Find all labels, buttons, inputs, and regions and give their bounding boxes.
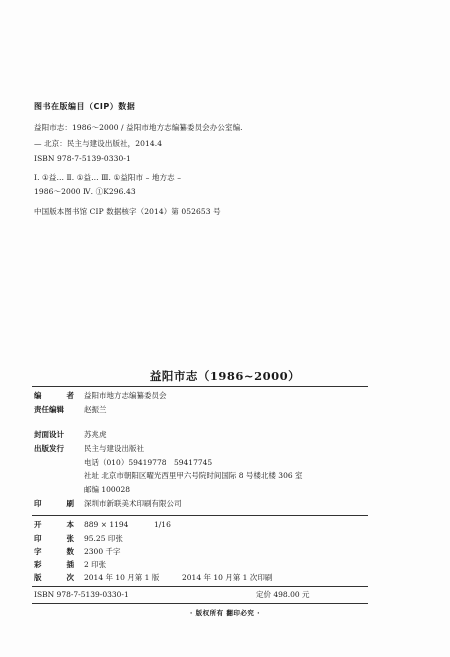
plates-value: 2 印张 bbox=[84, 560, 107, 569]
chief-editor-value: 赵振兰 bbox=[84, 405, 107, 414]
cip-line-isbn: ISBN 978-7-5139-0330-1 bbox=[34, 154, 131, 163]
cip-line-classification: Ⅰ. ①益… Ⅱ. ①益… Ⅲ. ①益阳市 – 地方志 – bbox=[34, 173, 182, 182]
chief-editor-label: 责任编辑 bbox=[34, 405, 64, 414]
editor-value: 益阳市地方志编纂委员会 bbox=[84, 391, 167, 400]
phone-value: 电话（010）59419778 59417745 bbox=[84, 458, 213, 467]
plates-label: 彩 插 bbox=[34, 560, 74, 569]
printer-label: 印 刷 bbox=[34, 499, 74, 508]
cip-line-1: 益阳市志：1986～2000 / 益阳市地方志编纂委员会办公室编. bbox=[34, 123, 243, 132]
copyright-notice: · 版权所有 翻印必究 · bbox=[189, 609, 261, 617]
format-value: 889 × 1194 bbox=[84, 520, 129, 529]
cip-library-note: 中国版本图书馆 CIP 数据核字（2014）第 052653 号 bbox=[34, 207, 221, 216]
edition-label: 版 次 bbox=[34, 573, 74, 582]
printing-value: 2014 年 10 月第 1 次印刷 bbox=[182, 573, 273, 582]
cip-heading: 图书在版编目（CIP）数据 bbox=[34, 102, 136, 111]
book-title: 益阳市志（1986~2000） bbox=[149, 369, 301, 383]
format-label: 开 本 bbox=[34, 520, 74, 529]
bottom-rule bbox=[32, 603, 368, 604]
editor-label: 编 者 bbox=[34, 391, 74, 400]
words-label: 字 数 bbox=[34, 547, 74, 556]
isbn-value: ISBN 978-7-5139-0330-1 bbox=[34, 590, 129, 599]
address-value: 社址 北京市朝阳区曜光西里甲六号院时间国际 8 号楼北楼 306 室 bbox=[84, 471, 303, 480]
words-value: 2300 千字 bbox=[84, 547, 121, 556]
sheets-label: 印 张 bbox=[34, 534, 74, 543]
format-extra: 1/16 bbox=[154, 520, 171, 529]
top-rule bbox=[32, 386, 368, 387]
cip-line-2: — 北京：民主与建设出版社，2014.4 bbox=[34, 139, 163, 148]
publisher-label: 出版发行 bbox=[34, 444, 64, 453]
postcode-value: 邮编 100028 bbox=[84, 485, 131, 494]
edition-value: 2014 年 10 月第 1 版 bbox=[84, 573, 160, 582]
printer-value: 深圳市新联美术印刷有限公司 bbox=[84, 499, 182, 508]
lower-rule bbox=[32, 586, 368, 587]
sheets-value: 95.25 印张 bbox=[84, 534, 123, 543]
publisher-value: 民主与建设出版社 bbox=[84, 444, 144, 453]
middle-rule bbox=[32, 515, 368, 516]
cover-design-label: 封面设计 bbox=[34, 430, 64, 439]
cover-design-value: 苏兆虎 bbox=[84, 430, 107, 439]
cip-line-classification-cont: 1986～2000 Ⅳ. ①K296.43 bbox=[34, 187, 136, 196]
price-value: 定价 498.00 元 bbox=[256, 590, 310, 599]
